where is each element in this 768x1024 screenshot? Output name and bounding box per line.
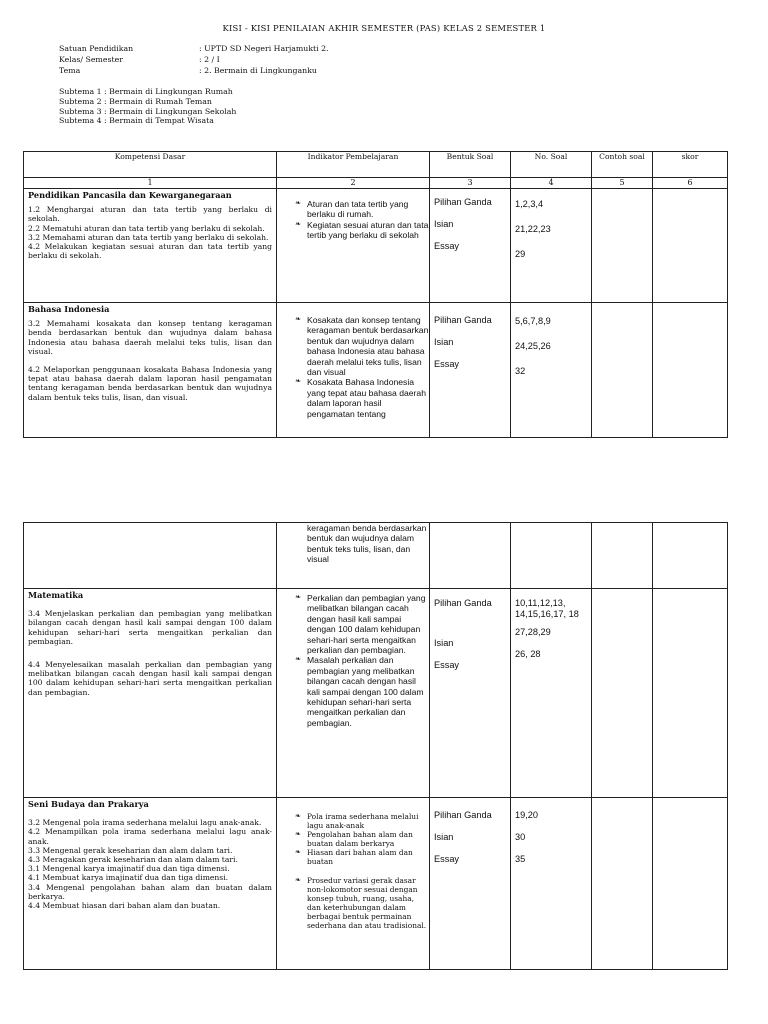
header-cell: Kompetensi Dasar — [24, 152, 277, 178]
kd-item: 3.4 Menjelaskan perkalian dan pembagian yang melibatkan bilangan cacah dengan hasil kali sampai dengan 100 dalam kehidupan sehari-hari serta mengaitkan perkalian dan pembagian. — [28, 609, 272, 646]
page-title: KISI - KISI PENILAIAN AKHIR SEMESTER (PAS) KELAS 2 SEMESTER 1 — [222, 23, 546, 33]
kompetensi-dasar-cell — [24, 523, 277, 589]
kd-item: 3.2 Memahami kosakata dan konsep tentang keragaman benda berdasarkan bentuk dan wujudnya dalam bahasa Indonesia atau bahasa daerah melalui teks tulis, lisan dan visual. — [28, 319, 272, 356]
indikator-cell — [277, 523, 430, 589]
kd-item: 3.2 Memahami aturan dan tata tertib yang berlaku di sekolah. — [28, 232, 269, 242]
bentuk-soal-item: Pilihan Ganda — [434, 810, 492, 820]
kd-item: 4.2 Melakukan kegiatan sesuai aturan dan tata tertib yang berlaku di sekolah. — [28, 242, 272, 261]
bentuk-soal-item: Pilihan Ganda — [434, 197, 492, 207]
no-soal-item: 10,11,12,13, 14,15,16,17, 18 — [515, 598, 579, 619]
column-number: 2 — [277, 178, 430, 189]
meta-value: : UPTD SD Negeri Harjamukti 2. — [199, 44, 329, 53]
no-soal-cell — [511, 189, 592, 303]
kompetensi-dasar-cell — [24, 589, 277, 798]
subtema-item: Subtema 3 : Bermain di Lingkungan Sekolah — [59, 106, 237, 116]
kd-item: 4.4 Membuat hiasan dari bahan alam dan buatan. — [28, 901, 221, 911]
meta-row — [59, 55, 220, 65]
bentuk-soal-item: Essay — [434, 241, 460, 251]
no-soal-item: 29 — [515, 249, 526, 259]
indikator-item: ❧ Kegiatan sesuai aturan dan tata tertib yang berlaku di sekolah — [307, 220, 429, 241]
subtema-item: Subtema 4 : Bermain di Tempat Wisata — [59, 116, 214, 126]
indikator-cell — [277, 303, 430, 438]
kd-item: 3.4 Mengenal pengolahan bahan alam dan buatan dalam berkarya. — [28, 882, 272, 901]
bentuk-soal-item: Essay — [434, 854, 460, 864]
meta-value: : 2 / I — [199, 55, 220, 64]
table-row — [24, 589, 728, 798]
no-soal-item: 27,28,29 — [515, 627, 551, 637]
bentuk-soal-item: Isian — [434, 219, 454, 229]
kd-item: 3.1 Mengenal karya imajinatif dua dan tiga dimensi. — [28, 864, 230, 874]
no-soal-cell — [511, 589, 592, 798]
column-number: 3 — [430, 178, 511, 189]
indikator-item: ❧ Perkalian dan pembagian yang melibatkan bilangan cacah dengan hasil kali sampai dengan 100 dalam kehidupan sehari-hari serta mengaitkan perkalian dan pembagian. — [307, 593, 429, 655]
table-row — [24, 798, 728, 970]
bentuk-soal-cell — [430, 189, 511, 303]
skor-cell — [653, 303, 728, 438]
contoh-soal-cell — [592, 189, 653, 303]
skor-cell — [653, 798, 728, 970]
subtema-list — [59, 87, 236, 126]
no-soal-item: 5,6,7,8,9 — [515, 316, 551, 326]
meta-label: Satuan Pendidikan — [59, 44, 134, 53]
indikator-item: ❧ Prosedur variasi gerak dasar non-lokomotor sesuai dengan konsep tubuh, ruang, usaha, dan keterhubungan dalam berbagai bentuk permainan sederhana dan atau tradisional. — [307, 876, 429, 931]
subject-title: Pendidikan Pancasila dan Kewarganegaraan — [28, 190, 232, 200]
bentuk-soal-item: Pilihan Ganda — [434, 315, 492, 325]
no-soal-item: 1,2,3,4 — [515, 199, 544, 209]
bentuk-soal-cell — [430, 798, 511, 970]
contoh-soal-cell — [592, 589, 653, 798]
no-soal-item: 24,25,26 — [515, 341, 551, 351]
no-soal-cell — [511, 523, 592, 589]
indikator-item: ❧ Kosakata Bahasa Indonesia yang tepat atau bahasa daerah dalam laporan hasil pengamatan tentang — [307, 377, 429, 419]
bentuk-soal-item: Isian — [434, 337, 454, 347]
column-number: 1 — [24, 178, 277, 189]
no-soal-cell — [511, 798, 592, 970]
no-soal-item: 21,22,23 — [515, 224, 551, 234]
indikator-cell — [277, 589, 430, 798]
header-row — [24, 152, 728, 178]
subject-title: Matematika — [28, 590, 84, 600]
skor-cell — [653, 589, 728, 798]
indikator-item: ❧ Kosakata dan konsep tentang keragaman bentuk berdasarkan bentuk dan wujudnya dalam bahasa Indonesia atau bahasa daerah melalui teks tulis, lisan dan visual — [307, 315, 429, 377]
column-number: 4 — [511, 178, 592, 189]
kd-item: 4.1 Membuat karya imajinatif dua dan tiga dimensi. — [28, 873, 229, 883]
no-soal-item: 32 — [515, 366, 526, 376]
indikator-item: ❧ Pengolahan bahan alam dan buatan dalam berkarya — [307, 830, 429, 848]
bentuk-soal-cell — [430, 523, 511, 589]
contoh-soal-cell — [592, 523, 653, 589]
kompetensi-dasar-cell — [24, 798, 277, 970]
kd-item: 3.2 Mengenal pola irama sederhana melalui lagu anak-anak. — [28, 818, 262, 828]
kompetensi-dasar-cell — [24, 189, 277, 303]
indikator-cell — [277, 798, 430, 970]
subtema-item: Subtema 1 : Bermain di Lingkungan Rumah — [59, 87, 233, 96]
table-row — [24, 303, 728, 438]
kd-item: 4.4 Menyelesaikan masalah perkalian dan pembagian yang melibatkan bilangan cacah dengan hasil kali sampai dengan 100 dalam kehidupan sehari-hari serta mengaitkan perkalian dan pembagian. — [28, 660, 272, 697]
skor-cell — [653, 189, 728, 303]
table-row — [24, 189, 728, 303]
meta-value: : 2. Bermain di Lingkunganku — [199, 66, 317, 75]
bentuk-soal-cell — [430, 589, 511, 798]
column-number: 5 — [592, 178, 653, 189]
no-soal-item: 35 — [515, 854, 526, 864]
no-soal-cell — [511, 303, 592, 438]
contoh-soal-cell — [592, 798, 653, 970]
header-cell: skor — [653, 152, 728, 178]
kd-item: 4.2 Menampilkan pola irama sederhana melalui lagu anak-anak. — [28, 827, 272, 846]
column-number: 6 — [653, 178, 728, 189]
bentuk-soal-item: Isian — [434, 638, 454, 648]
kd-item: 4.3 Meragakan gerak keseharian dan alam dalam tari. — [28, 855, 238, 865]
no-soal-item: 30 — [515, 832, 526, 842]
indikator-item: ❧ Aturan dan tata tertib yang berlaku di rumah. — [307, 199, 429, 220]
no-soal-item: 19,20 — [515, 810, 538, 820]
subject-title: Seni Budaya dan Prakarya — [28, 799, 149, 809]
indikator-item: ❧ Pola irama sederhana melalui lagu anak-anak — [307, 812, 429, 830]
bentuk-soal-item: Essay — [434, 660, 460, 670]
indikator-cell — [277, 189, 430, 303]
bentuk-soal-cell — [430, 303, 511, 438]
bentuk-soal-item: Essay — [434, 359, 460, 369]
header-cell: No. Soal — [511, 152, 592, 178]
column-number-row — [24, 178, 728, 189]
table-row — [24, 523, 728, 589]
subject-title: Bahasa Indonesia — [28, 304, 110, 314]
kisi-table-page-1 — [23, 151, 728, 438]
bentuk-soal-item: Pilihan Ganda — [434, 598, 492, 608]
header-cell: Contoh soal — [592, 152, 653, 178]
meta-row — [59, 44, 329, 54]
kompetensi-dasar-cell — [24, 303, 277, 438]
subtema-item: Subtema 2 : Bermain di Rumah Teman — [59, 96, 212, 106]
meta-label: Tema — [59, 66, 81, 75]
indikator-continuation: keragaman benda berdasarkan bentuk dan wujudnya dalam bentuk teks tulis, lisan, dan visual — [307, 523, 427, 565]
kd-item: 3.3 Mengenal gerak keseharian dan alam dalam tari. — [28, 845, 233, 855]
meta-label: Kelas/ Semester — [59, 55, 123, 64]
header-cell: Bentuk Soal — [430, 152, 511, 178]
indikator-item: ❧ Hiasan dari bahan alam dan buatan — [307, 848, 429, 866]
meta-row — [59, 66, 317, 76]
kd-item: 2.2 Mematuhi aturan dan tata tertib yang berlaku di sekolah. — [28, 223, 265, 233]
no-soal-item: 26, 28 — [515, 649, 541, 659]
skor-cell — [653, 523, 728, 589]
bentuk-soal-item: Isian — [434, 832, 454, 842]
kisi-table-page-2 — [23, 522, 728, 970]
kd-item: 1.2 Menghargai aturan dan tata tertib yang berlaku di sekolah. — [28, 205, 272, 224]
kd-item: 4.2 Melaporkan penggunaan kosakata Bahasa Indonesia yang tepat atau bahasa daerah dalam laporan hasil pengamatan tentang keragaman benda berdasarkan bentuk dan wujudnya dalam bentuk teks tulis, lisan, dan visual. — [28, 365, 272, 402]
indikator-item: ❧ Masalah perkalian dan pembagian yang melibatkan bilangan cacah dengan hasil kali sampai dengan 100 dalam kehidupan sehari-hari serta mengaitkan perkalian dan pembagian. — [307, 655, 429, 728]
header-cell: Indikator Pembelajaran — [277, 152, 430, 178]
contoh-soal-cell — [592, 303, 653, 438]
